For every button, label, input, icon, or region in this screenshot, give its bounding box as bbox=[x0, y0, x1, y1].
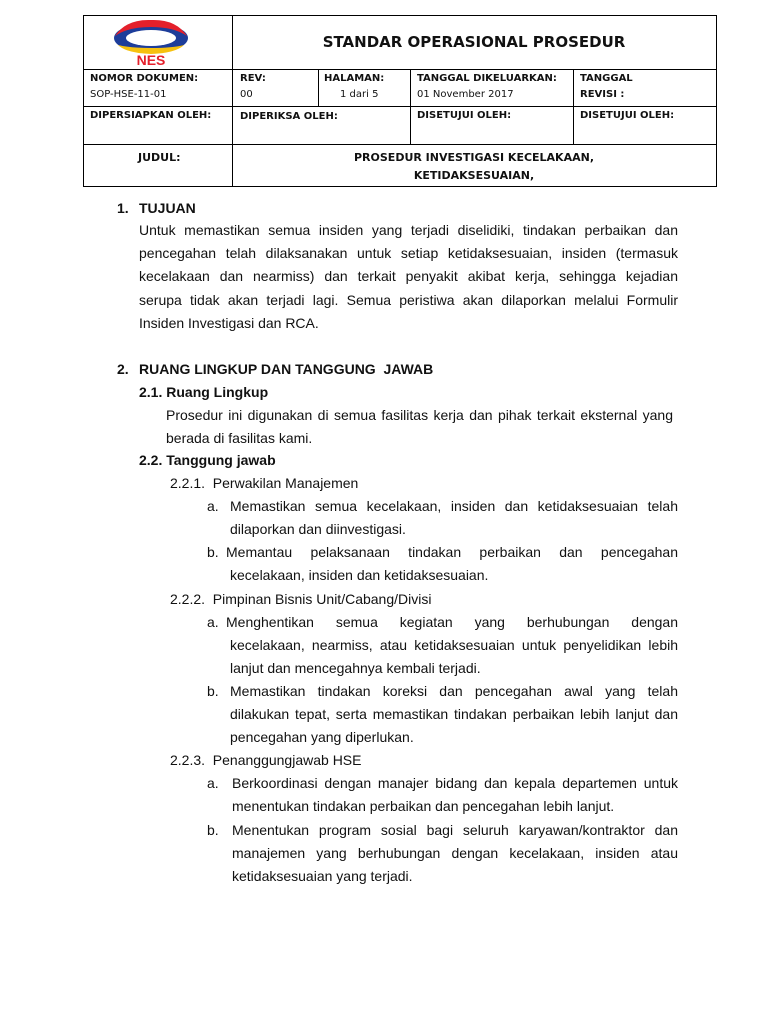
judul-value bbox=[232, 149, 716, 185]
list-item bbox=[232, 819, 678, 889]
list-item-line: Berkoordinasi dengan manajer bidang dan kepala departemen untuk bbox=[232, 775, 678, 791]
list-item bbox=[230, 564, 678, 587]
list-marker: b. bbox=[207, 683, 219, 699]
subsubsection-title: 2.2.1. Perwakilan Manajemen bbox=[170, 475, 359, 491]
list-item-line: lanjut dan mencegahnya kembali terjadi. bbox=[230, 660, 481, 677]
table-rule bbox=[83, 106, 717, 107]
section-number: 2. bbox=[117, 361, 129, 377]
paragraph-line: kecelakaan dan nearmiss) dan terkait penyakit akibat kerja, sehingga kejadian bbox=[139, 268, 678, 285]
diperiksa-label: DIPERIKSA OLEH: bbox=[240, 111, 338, 122]
judul-line: PROSEDUR INVESTIGASI KECELAKAAN, bbox=[354, 151, 594, 164]
table-rule bbox=[83, 69, 717, 70]
subsubsection-title: 2.2.3. Penanggungjawab HSE bbox=[170, 752, 362, 768]
rev-value: 00 bbox=[240, 89, 253, 100]
list-item-line: Menghentikan semua kegiatan yang berhubungan dengan bbox=[226, 614, 678, 630]
subsection-heading: 2.2. Tanggung jawab bbox=[139, 452, 276, 468]
list-item bbox=[230, 495, 678, 541]
nes-logo-icon bbox=[106, 17, 196, 67]
tanggal-dikeluarkan-label: TANGGAL DIKELUARKAN: bbox=[417, 73, 557, 84]
list-item-line: menentukan tindakan perbaikan dan pencegahan lebih lanjut. bbox=[232, 798, 615, 815]
paragraph-line: berada di fasilitas kami. bbox=[166, 430, 313, 447]
disetujui-label: DISETUJUI OLEH: bbox=[417, 110, 512, 121]
paragraph-line: Insiden Investigasi dan RCA. bbox=[139, 314, 319, 331]
halaman-label: HALAMAN: bbox=[324, 73, 385, 84]
nomor-dokumen-label: NOMOR DOKUMEN: bbox=[90, 73, 199, 84]
tanggal-revisi-label: TANGGAL bbox=[580, 73, 633, 84]
list-marker: a. bbox=[207, 775, 219, 791]
list-marker: b. bbox=[207, 544, 219, 560]
list-marker: a. bbox=[207, 498, 219, 514]
tanggal-dikeluarkan-value: 01 November 2017 bbox=[417, 89, 514, 100]
document-title: STANDAR OPERASIONAL PROSEDUR bbox=[322, 33, 626, 51]
list-item-line: Memastikan semua kecelakaan, insiden dan ketidaksesuaian telah bbox=[230, 498, 678, 514]
section-heading: TUJUAN bbox=[139, 200, 196, 216]
paragraph-line: Untuk memastikan semua insiden yang terjadi diselidiki, tindakan perbaikan dan bbox=[139, 222, 678, 238]
table-rule bbox=[318, 69, 319, 106]
list-item-line: kecelakaan, insiden dan ketidaksesuaian. bbox=[230, 567, 489, 583]
list-item bbox=[232, 772, 678, 818]
list-item-line: dilaporkan dan diinvestigasi. bbox=[230, 521, 406, 538]
list-item-line: Menentukan program sosial bagi seluruh karyawan/kontraktor dan bbox=[232, 822, 678, 838]
paragraph-line: serupa tidak akan terjadi lagi. Semua peristiwa akan dilaporkan melalui Formulir bbox=[139, 291, 678, 308]
list-item-line: ketidaksesuaian yang terjadi. bbox=[232, 868, 413, 885]
section-heading: RUANG LINGKUP DAN TANGGUNG JAWAB bbox=[139, 361, 434, 377]
disetujui-label: DISETUJUI OLEH: bbox=[580, 110, 675, 121]
list-marker: a. bbox=[207, 614, 219, 630]
judul-label: JUDUL: bbox=[138, 151, 181, 164]
subsection-heading: 2.1. Ruang Lingkup bbox=[139, 384, 269, 400]
list-item-line: pencegahan yang diperlukan. bbox=[230, 729, 414, 746]
logo-text: NES bbox=[136, 52, 166, 67]
list-item-line: kecelakaan, nearmiss, atau ketidaksesuaian untuk penyelidikan lebih bbox=[230, 637, 678, 653]
list-item-line: dilakukan tepat, serta memastikan tindakan perbaikan lebih lanjut dan bbox=[230, 706, 678, 723]
section-1-paragraph bbox=[139, 219, 678, 335]
paragraph-line: pencegahan telah dilaksanakan untuk setiap ketidaksesuaian, insiden (termasuk bbox=[139, 245, 678, 262]
list-item bbox=[226, 541, 678, 564]
halaman-value: 1 dari 5 bbox=[340, 89, 379, 100]
nomor-dokumen-value: SOP-HSE-11-01 bbox=[90, 89, 167, 100]
rev-label: REV: bbox=[240, 73, 266, 84]
list-item bbox=[226, 611, 678, 634]
table-rule bbox=[573, 69, 574, 145]
subsection-2-1-paragraph bbox=[166, 404, 673, 450]
table-rule bbox=[410, 69, 411, 145]
dipersiapkan-label: DIPERSIAPKAN OLEH: bbox=[90, 110, 212, 121]
list-marker: b. bbox=[207, 822, 219, 838]
list-item-line: Memastikan tindakan koreksi dan pencegahan awal yang telah bbox=[230, 683, 678, 699]
table-rule bbox=[83, 144, 717, 145]
paragraph-line: Prosedur ini digunakan di semua fasilitas kerja dan pihak terkait eksternal yang bbox=[166, 407, 673, 423]
subsubsection-title: 2.2.2. Pimpinan Bisnis Unit/Cabang/Divisi bbox=[170, 591, 432, 607]
tanggal-revisi-label: REVISI : bbox=[580, 89, 625, 100]
list-item bbox=[230, 634, 678, 680]
judul-line: KETIDAKSESUAIAN, bbox=[413, 169, 535, 182]
list-item-line: manajemen yang berhubungan dengan kecelakaan, insiden atau bbox=[232, 845, 678, 862]
section-number: 1. bbox=[117, 200, 129, 216]
list-item bbox=[230, 680, 678, 750]
list-item-line: Memantau pelaksanaan tindakan perbaikan dan pencegahan bbox=[226, 544, 678, 560]
company-logo bbox=[106, 17, 196, 67]
